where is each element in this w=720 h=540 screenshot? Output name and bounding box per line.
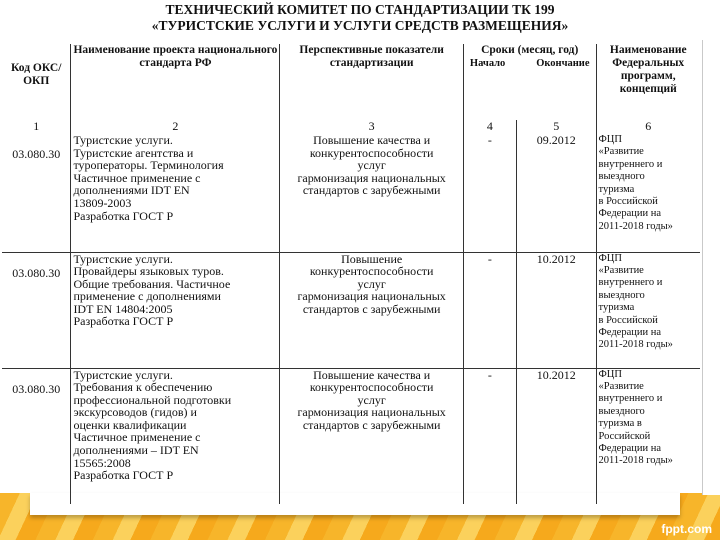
header-start: Начало [469,58,506,69]
cell-start: - [463,252,516,368]
standards-table [2,44,700,504]
cell-start: - [463,134,516,252]
indicators-line: конкурентоспособности [309,145,434,160]
name-line: Разработка ГОСТ Р [73,468,174,483]
cell-program [596,134,700,252]
header-row [2,44,700,120]
cell-name [71,252,280,368]
cell-indicators [280,134,464,252]
name-line: Разработка ГОСТ Р [73,314,174,329]
indicators-line: стандартов с зарубежными [302,301,441,316]
cell-code: 03.080.30 [2,368,71,504]
program-line: туризма в [598,418,642,430]
program-line: «Развитие [598,264,644,276]
title-line-1: ТЕХНИЧЕСКИЙ КОМИТЕТ ПО СТАНДАРТИЗАЦИИ ТК 199 [165,2,555,17]
document-title [0,2,720,34]
indicators-line: стандартов с зарубежными [302,417,441,432]
indicators-line: гармонизация национальных [297,405,446,420]
cell-program [596,252,700,368]
cell-program [596,368,700,504]
indicators-line: конкурентоспособности [309,264,434,279]
name-line: Туристские услуги. [73,133,173,147]
program-line: Российской [598,430,651,442]
column-number-row [2,120,700,134]
program-line: выездного [598,289,645,301]
watermark-logo: fppt.com [661,522,712,536]
name-line: Частичное применение с [73,170,201,185]
program-line: Федерации на [598,442,661,454]
col-num-1: 1 [2,120,71,134]
indicators-line: стандартов с зарубежными [302,183,441,198]
program-line: в Российской [598,314,658,326]
name-line: экскурсоводов (гидов) и [73,405,197,420]
program-line: 2011-2018 годы» [598,455,673,467]
cell-code: 03.080.30 [2,252,71,368]
name-line: Туристские агентства и [73,145,194,160]
cell-end: 10.2012 [516,252,596,368]
col-num-6: 6 [645,119,652,133]
cell-end: 10.2012 [516,368,596,504]
table-row [2,368,700,504]
program-line: туризма [598,302,635,314]
header-program: Наименование Федеральных программ, концепций [609,44,687,95]
name-line: туроператоры. Терминология [73,158,224,173]
table-row [2,252,700,368]
program-line: внутреннего и [598,158,663,170]
cell-end: 09.2012 [516,134,596,252]
cell-indicators [280,368,464,504]
title-line-2: «ТУРИСТСКИЕ УСЛУГИ И УСЛУГИ СРЕДСТВ РАЗМЕЩЕНИЯ» [151,18,569,33]
name-line: IDT EN 14804:2005 [73,301,173,316]
frame-right-edge [702,40,720,495]
cell-code: 03.080.30 [2,134,71,252]
program-line: ФЦП [598,134,622,145]
name-line: 15565:2008 [73,455,131,470]
indicators-line: гармонизация национальных [297,289,446,304]
program-line: внутреннего и [598,393,663,405]
name-line: Частичное применение с [73,430,201,445]
col-num-3: 3 [280,120,464,134]
cell-start: - [463,368,516,504]
name-line: оценки квалификации [73,417,187,432]
table-row [2,134,700,252]
indicators-line: Повышение качества и [313,367,431,382]
name-line: применение с дополнениями [73,289,221,304]
indicators-line: Повышение [341,251,403,266]
program-line: внутреннего и [598,277,663,289]
cell-name [71,368,280,504]
col-num-2: 2 [71,120,280,134]
indicators-line: услуг [357,392,386,407]
program-line: выездного [598,405,645,417]
name-line: Туристские услуги. [73,367,173,382]
indicators-line: услуг [357,276,386,291]
name-line: Провайдеры языковых туров. [73,264,224,279]
header-end: Окончание [536,58,590,69]
name-line: дополнениями – IDT EN [73,443,199,458]
indicators-line: Повышение качества и [313,133,431,147]
program-line: туризма [598,183,635,195]
name-line: Требования к обеспечению [73,380,213,395]
header-indicators: Перспективные показатели стандартизации [280,44,464,120]
program-line: 2011-2018 годы» [598,220,673,232]
indicators-line: гармонизация национальных [297,170,446,185]
program-line: ФЦП [598,368,622,380]
indicators-line: услуг [357,158,386,173]
name-line: Общие требования. Частичное [73,276,231,291]
name-line: 13809-2003 [73,195,132,210]
col-num-5: 5 [516,120,596,134]
name-line: профессиональной подготовки [73,392,232,407]
indicators-line: конкурентоспособности [309,380,434,395]
name-line: Туристские услуги. [73,251,173,266]
program-line: Федерации на [598,326,661,338]
program-line: ФЦП [598,252,622,264]
header-terms: Сроки (месяц, год) Начало Окончание [463,44,596,120]
name-line: Разработка ГОСТ Р [73,208,174,223]
program-line: Федерации на [598,208,661,220]
program-line: выездного [598,171,645,183]
program-line: в Российской [598,196,658,208]
cell-name [71,134,280,252]
cell-indicators [280,252,464,368]
header-code: Код ОКС/ОКП [2,44,71,120]
header-name: Наименование проекта национального стандарта РФ [71,44,280,120]
program-line: 2011-2018 годы» [598,339,673,351]
program-line: «Развитие [598,380,644,392]
program-line: «Развитие [598,146,644,158]
name-line: дополнениями IDT EN [73,183,190,198]
col-num-4: 4 [463,120,516,134]
frame-right-line [702,40,703,495]
